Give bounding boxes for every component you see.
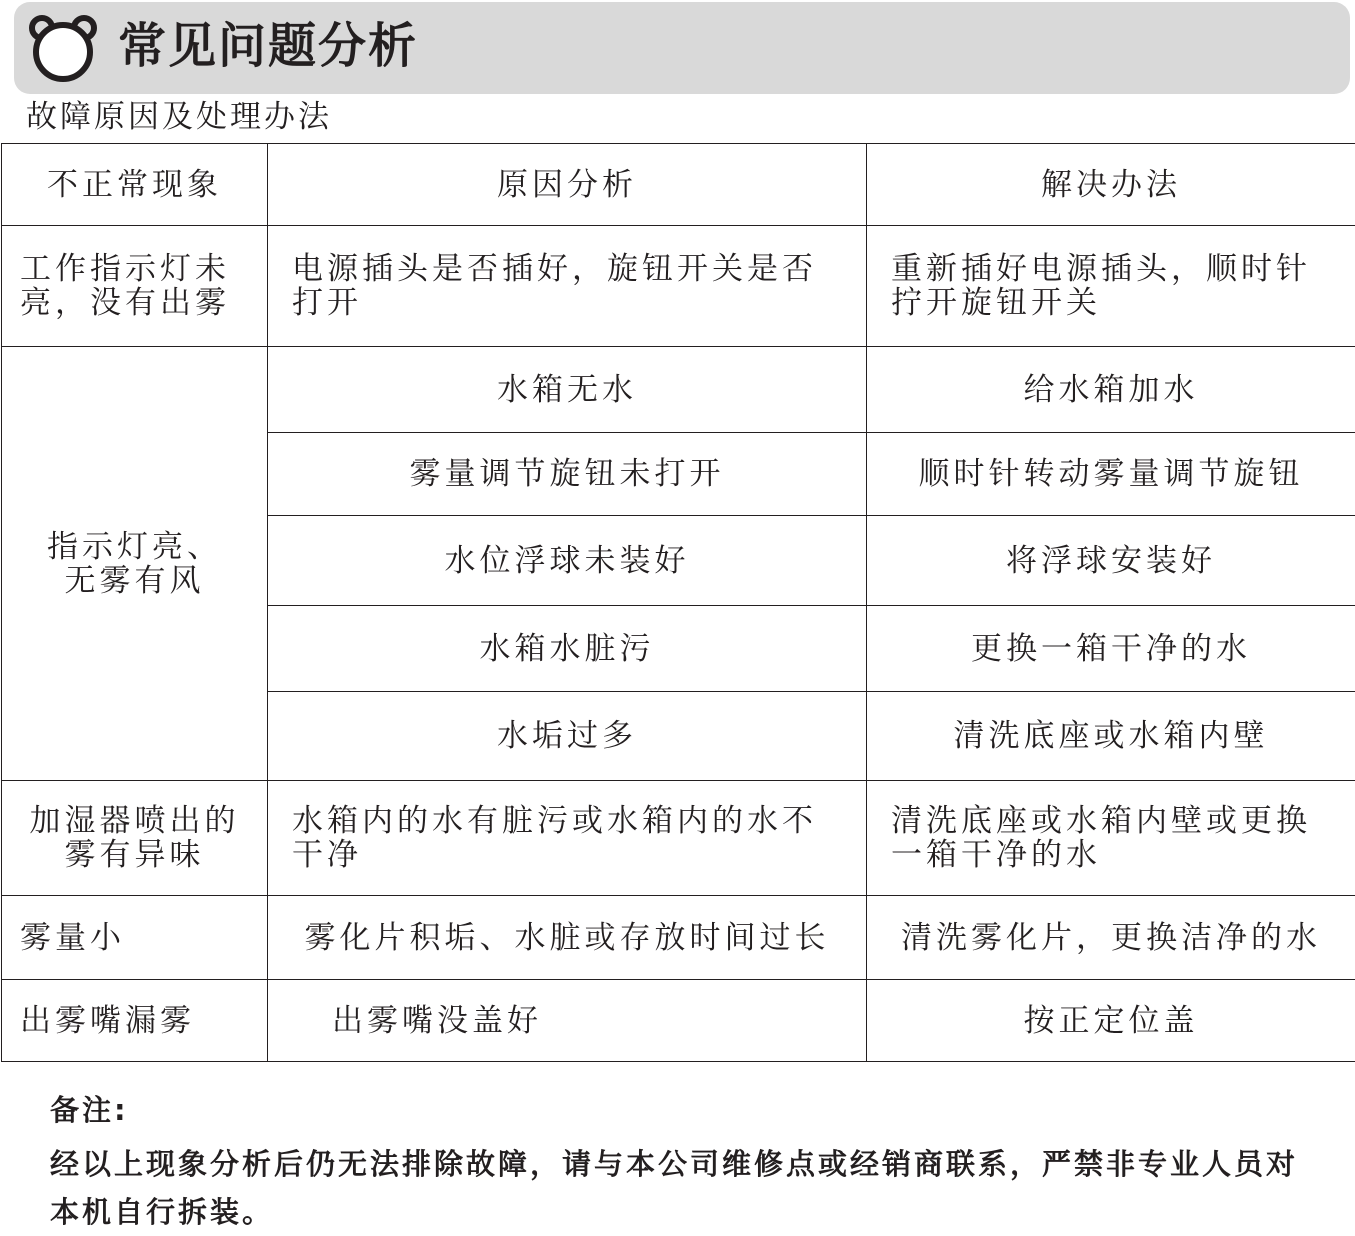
cause-cell: 电源插头是否插好，旋钮开关是否打开 (268, 226, 867, 347)
cause-cell: 水箱无水 (268, 347, 867, 433)
solution-cell: 更换一箱干净的水 (867, 606, 1355, 692)
table-row (2, 226, 1355, 347)
cause-cell: 出雾嘴没盖好 (268, 980, 867, 1062)
cause-cell: 水位浮球未装好 (268, 516, 867, 606)
note-body: 经以上现象分析后仍无法排除故障，请与本公司维修点或经销商联系，严禁非专业人员对本机自行拆装。 (50, 1140, 1300, 1236)
table-header-row (2, 144, 1355, 226)
header-symptom: 不正常现象 (2, 144, 268, 226)
table-row (2, 980, 1355, 1062)
symptom-cell: 指示灯亮、无雾有风 (2, 347, 268, 781)
cause-cell: 雾量调节旋钮未打开 (268, 433, 867, 516)
fault-table (1, 143, 1355, 1062)
table-row (2, 781, 1355, 896)
cause-cell: 水箱内的水有脏污或水箱内的水不干净 (268, 781, 867, 896)
header-solution: 解决办法 (867, 144, 1355, 226)
cause-cell: 水垢过多 (268, 692, 867, 781)
symptom-cell: 加湿器喷出的雾有异味 (2, 781, 268, 896)
solution-cell: 按正定位盖 (867, 980, 1355, 1062)
table-row (2, 896, 1355, 980)
symptom-cell: 出雾嘴漏雾 (2, 980, 268, 1062)
solution-cell: 顺时针转动雾量调节旋钮 (867, 433, 1355, 516)
header-cause: 原因分析 (268, 144, 867, 226)
solution-cell: 清洗底座或水箱内壁 (867, 692, 1355, 781)
solution-cell: 清洗底座或水箱内壁或更换一箱干净的水 (867, 781, 1355, 896)
solution-cell: 将浮球安装好 (867, 516, 1355, 606)
symptom-cell: 雾量小 (2, 896, 268, 980)
subtitle: 故障原因及处理办法 (26, 96, 332, 138)
solution-cell: 清洗雾化片，更换洁净的水 (867, 896, 1355, 980)
cause-cell: 雾化片积垢、水脏或存放时间过长 (268, 896, 867, 980)
bear-head-icon (28, 12, 98, 82)
table-row (2, 347, 1355, 433)
cause-cell: 水箱水脏污 (268, 606, 867, 692)
note-title: 备注: (50, 1090, 129, 1130)
symptom-cell: 工作指示灯未亮，没有出雾 (2, 226, 268, 347)
page-title: 常见问题分析 (118, 14, 418, 78)
solution-cell: 重新插好电源插头，顺时针拧开旋钮开关 (867, 226, 1355, 347)
solution-cell: 给水箱加水 (867, 347, 1355, 433)
